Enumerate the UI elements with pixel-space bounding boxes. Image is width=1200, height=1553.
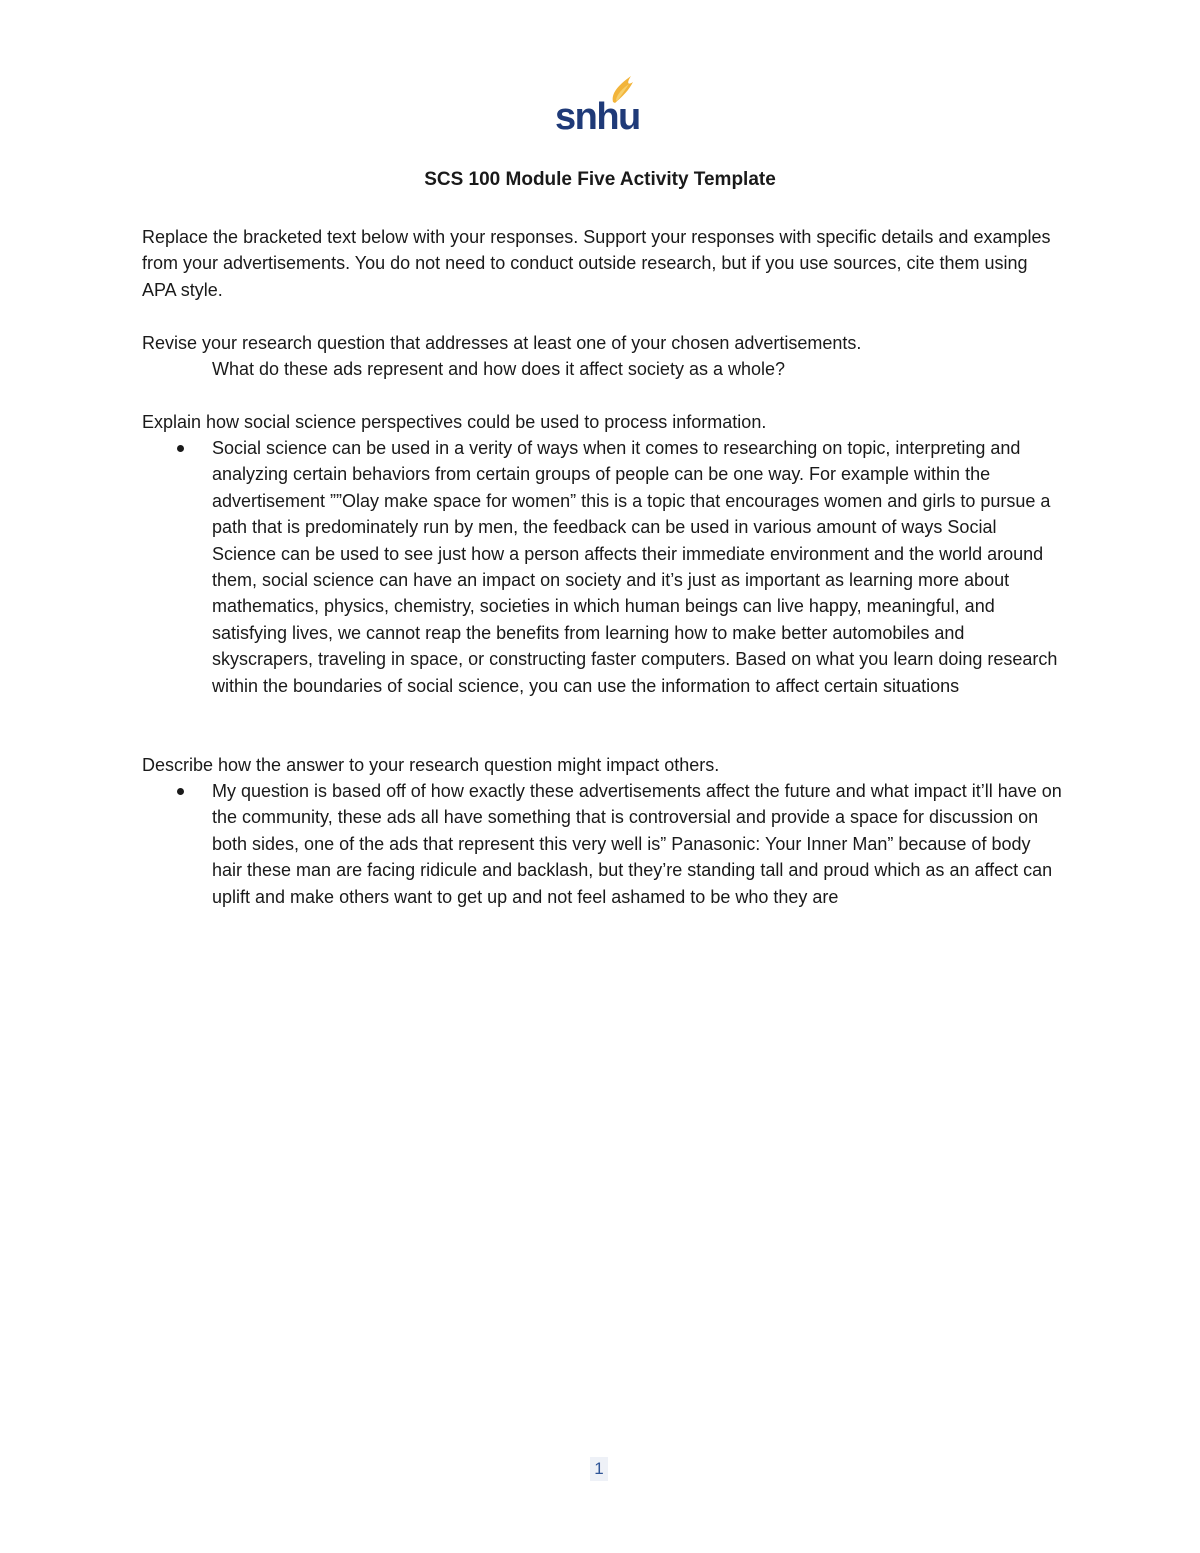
research-question-answer: What do these ads represent and how does it affect society as a whole? (212, 359, 786, 379)
impact-answer-list (142, 778, 1062, 910)
snhu-logo (553, 72, 643, 134)
research-question-prompt: Revise your research question that addresses at least one of your chosen advertisements. (142, 333, 862, 353)
bullet-icon (177, 445, 184, 452)
list-item-text: My question is based off of how exactly these advertisements affect the future and what impact it’ll have on the community, these ads all have something that is controversial and provide a space for discussion on both sides, one of the ads that represent this very well is” Panasonic: Your Inner Man” because of body hair these man are facing ridicule and backlash, but they’re standing tall and proud which as an affect can uplift and make others want to get up and not feel ashamed to be who they are (212, 781, 1062, 907)
impact-prompt: Describe how the answer to your research question might impact others. (142, 755, 720, 775)
bullet-icon (177, 788, 184, 795)
snhu-wordmark: snhu (555, 96, 640, 134)
intro-paragraph: Replace the bracketed text below with your responses. Support your responses with specific details and examples from your advertisements. You do not need to conduct outside research, but if you use sources, cite them using APA style. (142, 227, 1051, 300)
list-item (142, 435, 1062, 699)
document-title: SCS 100 Module Five Activity Template (424, 169, 776, 190)
perspectives-answer-list (142, 435, 1062, 699)
list-item-text: Social science can be used in a verity of ways when it comes to researching on topic, interpreting and analyzing certain behaviors from certain groups of people can be one way. For example within the advertisement ””Olay make space for women” this is a topic that encourages women and girls to pursue a path that is predominately run by men, the feedback can be used in various amount of ways Social Science can be used to see just how a person affects their immediate environment and the world around them, social science can have an impact on society and it’s just as important as learning more about mathematics, physics, chemistry, societies in which human beings can live happy, meaningful, and satisfying lives, we cannot reap the benefits from learning how to make better automobiles and skyscrapers, traveling in space, or constructing faster computers. Based on what you learn doing research within the boundaries of social science, you can use the information to affect certain situations (212, 438, 1058, 696)
page-number: 1 (590, 1457, 608, 1481)
list-item (142, 778, 1062, 910)
perspectives-prompt: Explain how social science perspectives could be used to process information. (142, 412, 767, 432)
